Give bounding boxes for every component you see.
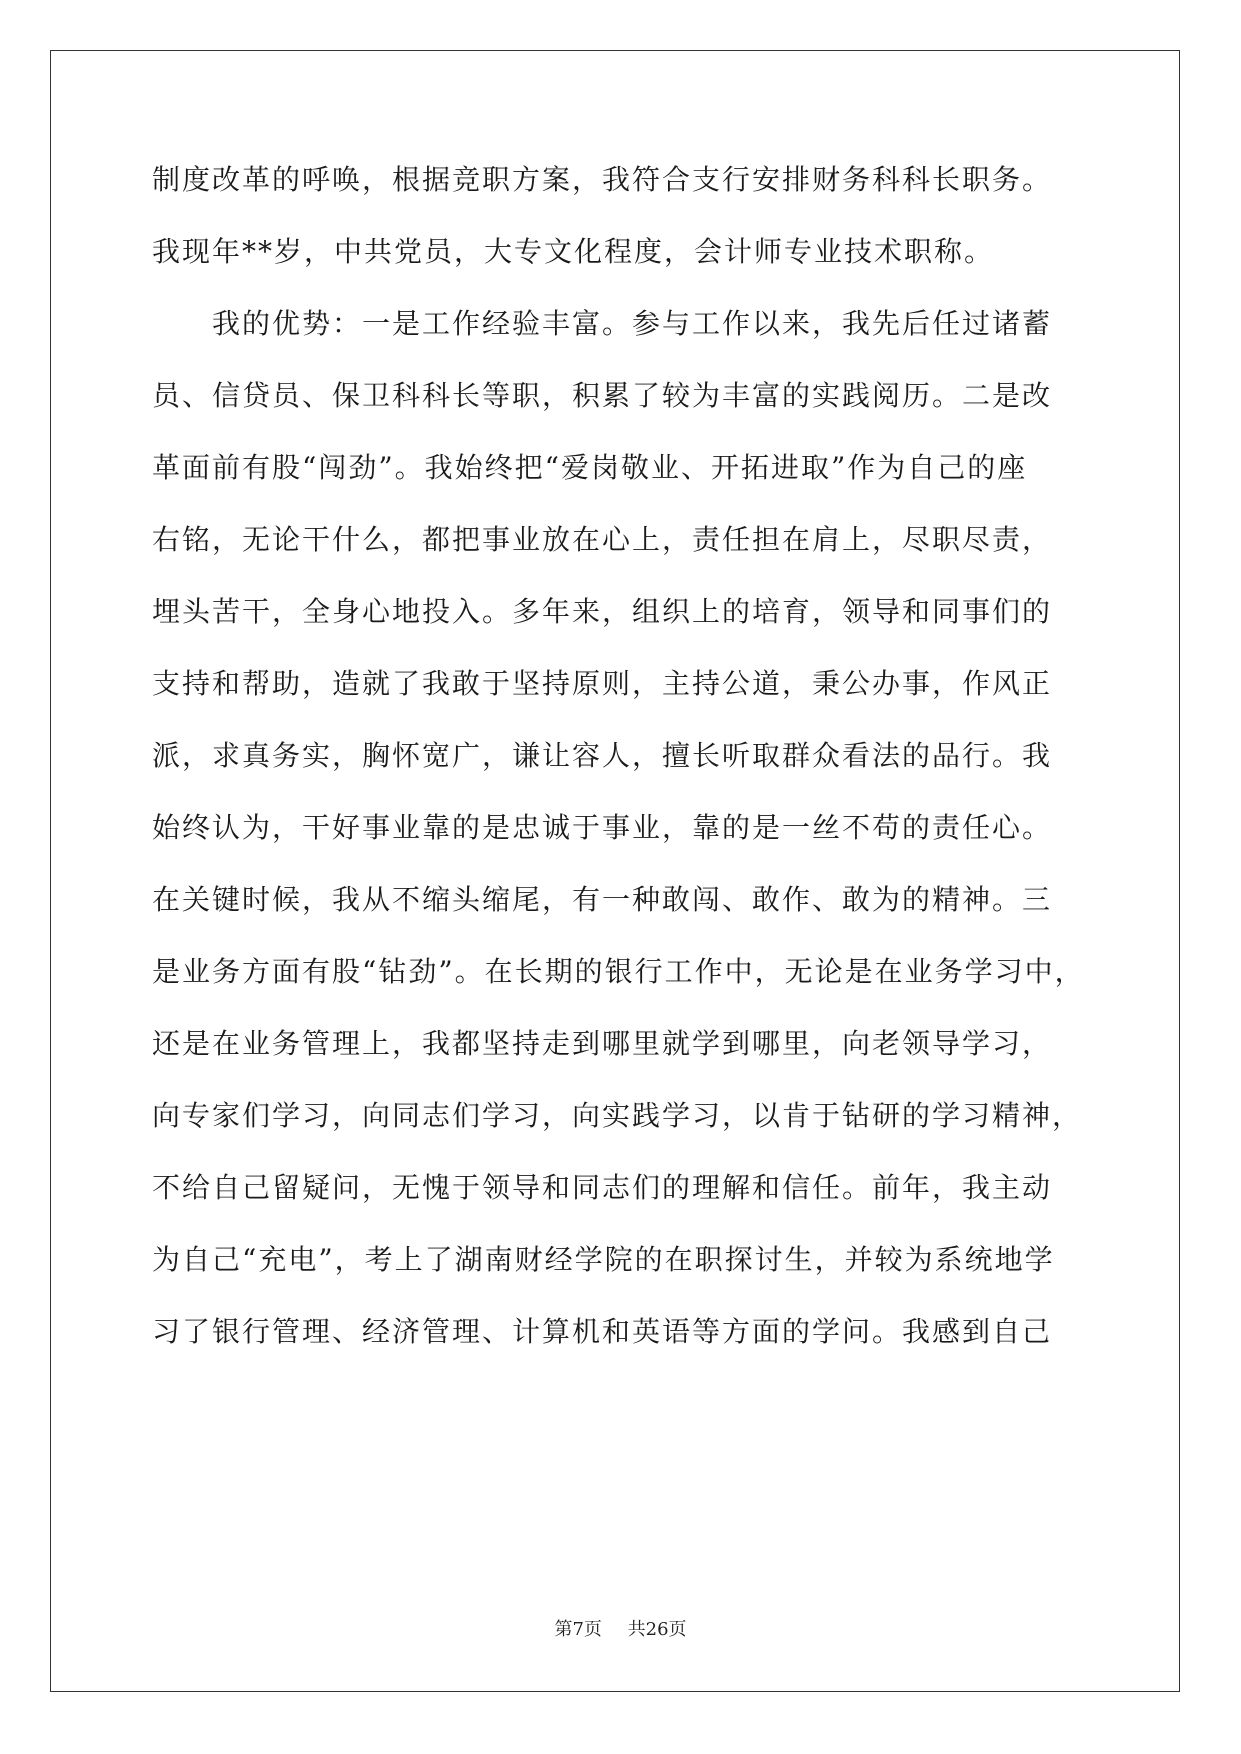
text-line: 我现年**岁，中共党员，大专文化程度，会计师专业技术职称。	[152, 235, 995, 268]
text-line: 支持和帮助，造就了我敢于坚持原则，主持公道，秉公办事，作风正	[152, 667, 1053, 700]
text-line: 始终认为，干好事业靠的是忠诚于事业，靠的是一丝不苟的责任心。	[152, 811, 1053, 844]
text-line: 在关键时候，我从不缩头缩尾，有一种敢闯、敢作、敢为的精神。三	[152, 883, 1053, 916]
page-footer	[0, 1618, 1241, 1642]
text-line: 埋头苦干，全身心地投入。多年来，组织上的培育，领导和同事们的	[152, 595, 1053, 628]
text-line: 派，求真务实，胸怀宽广，谦让容人，擅长听取群众看法的品行。我	[152, 739, 1053, 772]
page-number: 第7页	[554, 1619, 602, 1640]
text-line: 还是在业务管理上，我都坚持走到哪里就学到哪里，向老领导学习，	[152, 1027, 1053, 1060]
text-line: 革面前有股“闯劲”。我始终把“爱岗敬业、开拓进取”作为自己的座	[152, 451, 1028, 484]
text-line: 右铭，无论干什么，都把事业放在心上，责任担在肩上，尽职尽责，	[152, 523, 1053, 556]
text-line: 向专家们学习，向同志们学习，向实践学习，以肯于钻研的学习精神，	[152, 1099, 1083, 1132]
text-line: 员、信贷员、保卫科科长等职，积累了较为丰富的实践阅历。二是改	[152, 379, 1053, 412]
text-line: 制度改革的呼唤，根据竞职方案，我符合支行安排财务科科长职务。	[152, 163, 1053, 196]
text-line: 习了银行管理、经济管理、计算机和英语等方面的学问。我感到自己	[152, 1315, 1053, 1348]
paragraph-start-line: 我的优势：一是工作经验丰富。参与工作以来，我先后任过诸蓄	[212, 307, 1053, 340]
text-line: 是业务方面有股“钻劲”。在长期的银行工作中，无论是在业务学习中，	[152, 955, 1085, 988]
page-total: 共26页	[627, 1619, 687, 1640]
page-border	[50, 50, 1180, 1692]
text-line: 为自己“充电”，考上了湖南财经学院的在职探讨生，并较为系统地学	[152, 1243, 1055, 1276]
text-line: 不给自己留疑问，无愧于领导和同志们的理解和信任。前年，我主动	[152, 1171, 1053, 1204]
